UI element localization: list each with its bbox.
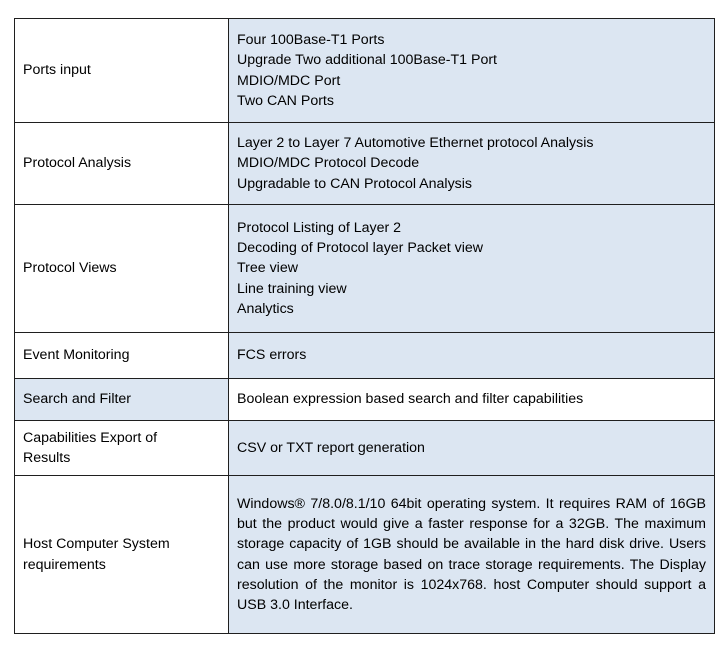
row-label-text: Search and Filter bbox=[23, 391, 132, 408]
value-line: Layer 2 to Layer 7 Automotive Ethernet protocol Analysis bbox=[237, 135, 594, 152]
row-value bbox=[229, 421, 715, 476]
row-value bbox=[229, 205, 715, 333]
row-label bbox=[15, 476, 229, 634]
row-label bbox=[15, 379, 229, 421]
value-line: MDIO/MDC Port bbox=[237, 72, 341, 89]
row-label bbox=[15, 333, 229, 379]
value-line: FCS errors bbox=[237, 347, 307, 364]
value-line: Line training view bbox=[237, 280, 347, 297]
row-label bbox=[15, 123, 229, 205]
row-label-text: Host Computer System bbox=[23, 536, 170, 553]
value-line: Two CAN Ports bbox=[237, 92, 334, 109]
value-line: Decoding of Protocol layer Packet view bbox=[237, 240, 484, 257]
row-label-text: Event Monitoring bbox=[23, 347, 130, 364]
value-line: Analytics bbox=[237, 300, 294, 317]
table-row bbox=[15, 476, 715, 634]
row-label bbox=[15, 19, 229, 123]
table-row bbox=[15, 123, 715, 205]
row-label bbox=[15, 205, 229, 333]
row-value bbox=[229, 379, 715, 421]
value-line: Upgrade Two additional 100Base-T1 Port bbox=[237, 52, 498, 69]
row-value bbox=[229, 476, 715, 634]
table-row bbox=[15, 379, 715, 421]
value-line: Protocol Listing of Layer 2 bbox=[237, 219, 402, 236]
row-label-text: requirements bbox=[23, 556, 106, 573]
table-row bbox=[15, 19, 715, 123]
table-row bbox=[15, 205, 715, 333]
row-value bbox=[229, 333, 715, 379]
value-line: Tree view bbox=[237, 260, 298, 277]
requirements-paragraph: Windows® 7/8.0/8.1/10 64bit operating system. It requires RAM of 16GB but the product would give a faster response for a 32GB. The maximum storage capacity of 1GB should be available in the hard disk drive. Users can use more storage based on trace storage requirements. The Display resolution of the monitor is 1024x768. host Computer should support a USB 3.0 Interface. bbox=[237, 495, 706, 614]
row-label-text: Capabilities Export of bbox=[23, 429, 158, 446]
row-label-text: Results bbox=[23, 450, 71, 466]
row-label-text: Protocol Analysis bbox=[23, 155, 132, 172]
row-label-text: Protocol Views bbox=[23, 260, 117, 277]
value-line: MDIO/MDC Protocol Decode bbox=[237, 155, 420, 172]
value-line: CSV or TXT report generation bbox=[237, 439, 425, 456]
value-line: Upgradable to CAN Protocol Analysis bbox=[237, 175, 473, 192]
specifications-table bbox=[14, 18, 715, 634]
value-line: Four 100Base-T1 Ports bbox=[237, 31, 385, 48]
row-label bbox=[15, 421, 229, 476]
row-label-text: Ports input bbox=[23, 62, 91, 79]
row-value bbox=[229, 123, 715, 205]
table-row bbox=[15, 333, 715, 379]
row-value bbox=[229, 19, 715, 123]
value-line: Boolean expression based search and filter capabilities bbox=[237, 391, 584, 408]
table-row bbox=[15, 421, 715, 476]
